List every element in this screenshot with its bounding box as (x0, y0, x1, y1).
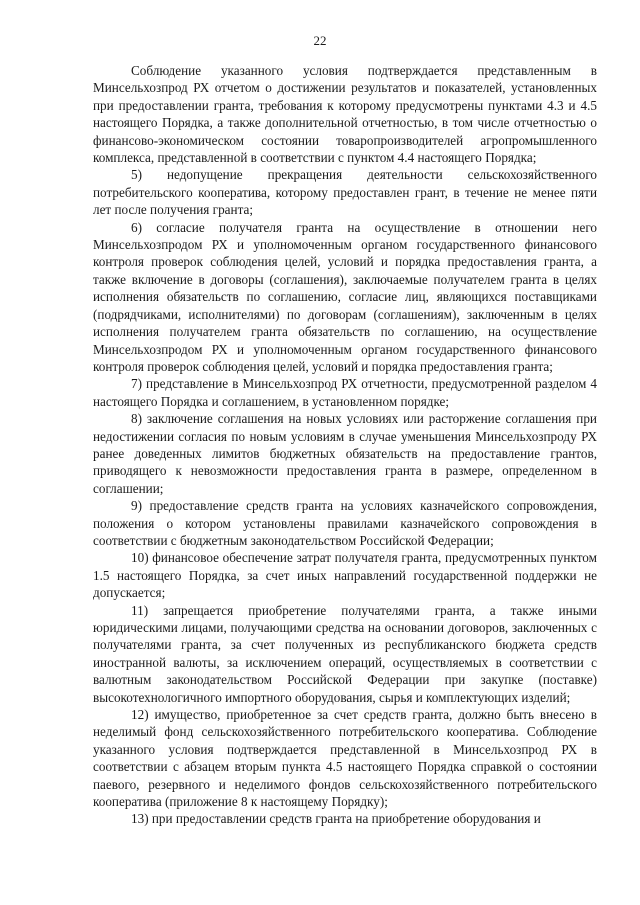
paragraph-compliance-report: Соблюдение указанного условия подтверждается представленным в Минсельхозпрод РХ отчетом о достижении результатов и показателей, установленных при предоставлении гранта, требования к которому предусмотрены пунктами 4.3 и 4.5 настоящего Порядка, а также дополнительной отчетностью, в том числе отчетностью о финансово-экономическом состоянии товаропроизводителей агропромышленного комплекса, представленной в соответствии с пунктом 4.4 настоящего Порядка; (93, 63, 597, 166)
document-body (93, 62, 597, 828)
paragraph-item-5: 5) недопущение прекращения деятельности сельскохозяйственного потребительского кооператива, которому предоставлен грант, в течение не менее пяти лет после получения гранта; (93, 167, 597, 218)
paragraph-item-12: 12) имущество, приобретенное за счет средств гранта, должно быть внесено в неделимый фонд сельскохозяйственного потребительского кооператива. Соблюдение указанного условия подтверждается представленной в Минсельхозпрод РХ в соответствии с абзацем вторым пункта 4.5 настоящего Порядка справкой о состоянии паевого, резервного и неделимого фондов сельскохозяйственного потребительского кооператива (приложение 8 к настоящему Порядку); (93, 707, 597, 810)
paragraph-item-11: 11) запрещается приобретение получателями гранта, а также иными юридическими лицами, получающими средства на основании договоров, заключенных с получателями гранта, за счет полученных из республиканского бюджета средств иностранной валюты, за исключением операций, осуществляемых в соответствии с валютным законодательством Российской Федерации при закупке (поставке) высокотехнологичного импортного оборудования, сырья и комплектующих изделий; (93, 602, 597, 705)
paragraph-item-8: 8) заключение соглашения на новых условиях или расторжение соглашения при недостижении согласия по новым условиям в случае уменьшения Минсельхозпроду РХ ранее доведенных лимитов бюджетных обязательств на предоставление грантов, приводящего к невозможности предоставления гранта в размере, определенном в соглашении; (93, 411, 597, 496)
paragraph-item-7: 7) представление в Минсельхозпрод РХ отчетности, предусмотренной разделом 4 настоящего Порядка и соглашением, в установленном порядке; (93, 376, 597, 409)
paragraph-item-13: 13) при предоставлении средств гранта на приобретение оборудования и (131, 811, 541, 827)
paragraph-item-10: 10) финансовое обеспечение затрат получателя гранта, предусмотренных пунктом 1.5 настоящего Порядка, за счет иных направлений государственной поддержки не допускается; (93, 550, 597, 601)
paragraph-item-6: 6) согласие получателя гранта на осуществление в отношении него Минсельхозпродом РХ и уполномоченным органом государственного финансового контроля проверок соблюдения целей, условий и порядка предоставления гранта, а также включение в договоры (соглашения), заключаемые получателем гранта в целях исполнения обязательств по соглашению, согласие лиц, являющихся поставщиками (подрядчиками, исполнителями) по договорам (соглашениям), заключенным в целях исполнения получателем гранта обязательств по соглашению, на осуществление Минсельхозпродом РХ и уполномоченным органом государственного финансового контроля проверок соблюдения целей, условий и порядка предоставления гранта; (93, 219, 597, 374)
page-number: 22 (313, 33, 327, 48)
paragraph-item-9: 9) предоставление средств гранта на условиях казначейского сопровождения, положения о котором установлены правилами казначейского сопровождения в соответствии с бюджетным законодательством Российской Федерации; (93, 498, 597, 548)
